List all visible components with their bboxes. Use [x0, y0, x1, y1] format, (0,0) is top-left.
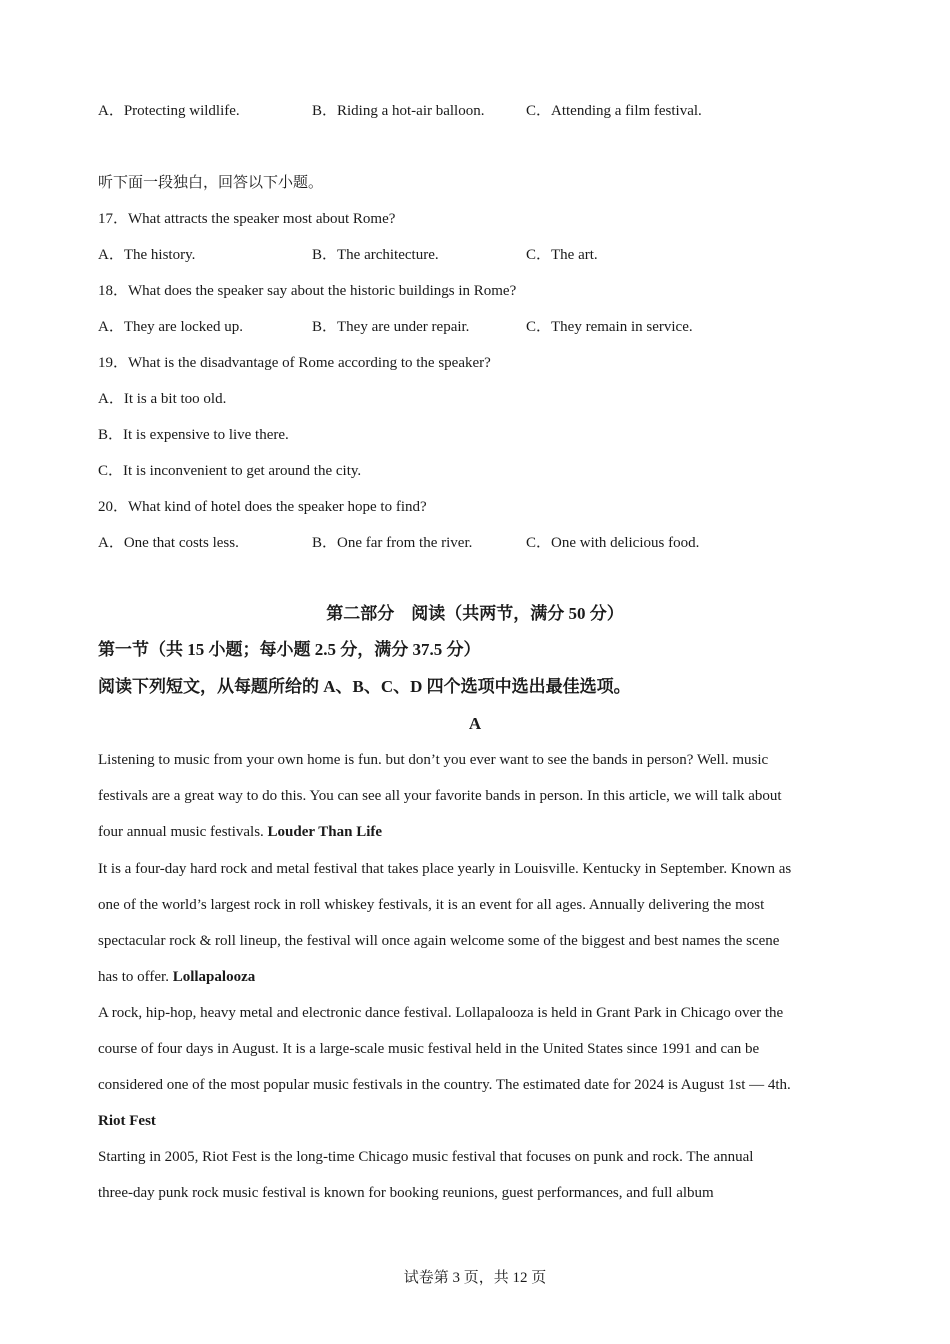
section-one-title: 第一节（共 15 小题；每小题 2.5 分，满分 37.5 分）	[98, 640, 481, 659]
q20-option-b: B．One far from the river.	[312, 535, 473, 551]
festival-heading-riot-fest: Riot Fest	[98, 1113, 156, 1129]
q18-option-c: C．They remain in service.	[526, 319, 693, 335]
passage-text: four annual music festivals.	[98, 824, 264, 840]
question-20: 20．What kind of hotel does the speaker hope to find?	[98, 499, 427, 515]
q18-option-a: A．They are locked up.	[98, 319, 243, 335]
q20-option-c: C．One with delicious food.	[526, 535, 700, 551]
passage-label: A	[468, 714, 482, 733]
passage-line: considered one of the most popular music festivals in the country. The estimated date for 2024 is August 1st — 4th.	[98, 1077, 791, 1093]
festival-heading-lollapalooza: Lollapalooza	[172, 969, 256, 985]
festival-heading-louder-than-life: Louder Than Life	[267, 824, 383, 840]
q16-option-b: B．Riding a hot-air balloon.	[312, 103, 485, 119]
reading-directions: 阅读下列短文，从每题所给的 A、B、C、D 四个选项中选出最佳选项。	[98, 677, 631, 696]
part-two-title: 第二部分 阅读（共两节，满分 50 分）	[326, 604, 624, 623]
question-19: 19．What is the disadvantage of Rome according to the speaker?	[98, 355, 491, 371]
q19-option-b: B．It is expensive to live there.	[98, 427, 289, 443]
q16-option-c: C．Attending a film festival.	[526, 103, 702, 119]
page-footer: 试卷第 3 页，共 12 页	[403, 1270, 547, 1286]
monologue-instruction: 听下面一段独白，回答以下小题。	[98, 175, 324, 191]
q16-option-a: A．Protecting wildlife.	[98, 103, 240, 119]
passage-line: Listening to music from your own home is fun. but don’t you ever want to see the bands in person? Well. music	[98, 752, 769, 768]
question-17: 17．What attracts the speaker most about Rome?	[98, 211, 396, 227]
passage-line: one of the world’s largest rock in roll whiskey festivals, it is an event for all ages. Annually delivering the most	[98, 897, 765, 913]
passage-line: course of four days in August. It is a large-scale music festival held in the United States since 1991 and can be	[98, 1041, 760, 1057]
passage-line	[98, 967, 255, 987]
q19-option-a: A．It is a bit too old.	[98, 391, 227, 407]
passage-line	[98, 822, 382, 842]
passage-line: spectacular rock & roll lineup, the festival will once again welcome some of the biggest and best names the scene	[98, 933, 780, 949]
passage-text: has to offer.	[98, 969, 169, 985]
q17-option-c: C．The art.	[526, 247, 598, 263]
passage-line: Starting in 2005, Riot Fest is the long-time Chicago music festival that focuses on punk and rock. The annual	[98, 1149, 754, 1165]
q17-option-b: B．The architecture.	[312, 247, 439, 263]
q17-option-a: A．The history.	[98, 247, 196, 263]
q20-option-a: A．One that costs less.	[98, 535, 239, 551]
passage-line: three-day punk rock music festival is known for booking reunions, guest performances, and full album	[98, 1185, 714, 1201]
passage-line: A rock, hip-hop, heavy metal and electronic dance festival. Lollapalooza is held in Grant Park in Chicago over the	[98, 1005, 784, 1021]
q18-option-b: B．They are under repair.	[312, 319, 470, 335]
passage-line: It is a four-day hard rock and metal festival that takes place yearly in Louisville. Kentucky in September. Known as	[98, 861, 792, 877]
q19-option-c: C．It is inconvenient to get around the city.	[98, 463, 362, 479]
question-18: 18．What does the speaker say about the historic buildings in Rome?	[98, 283, 517, 299]
passage-line: festivals are a great way to do this. You can see all your favorite bands in person. In this article, we will talk about	[98, 788, 782, 804]
